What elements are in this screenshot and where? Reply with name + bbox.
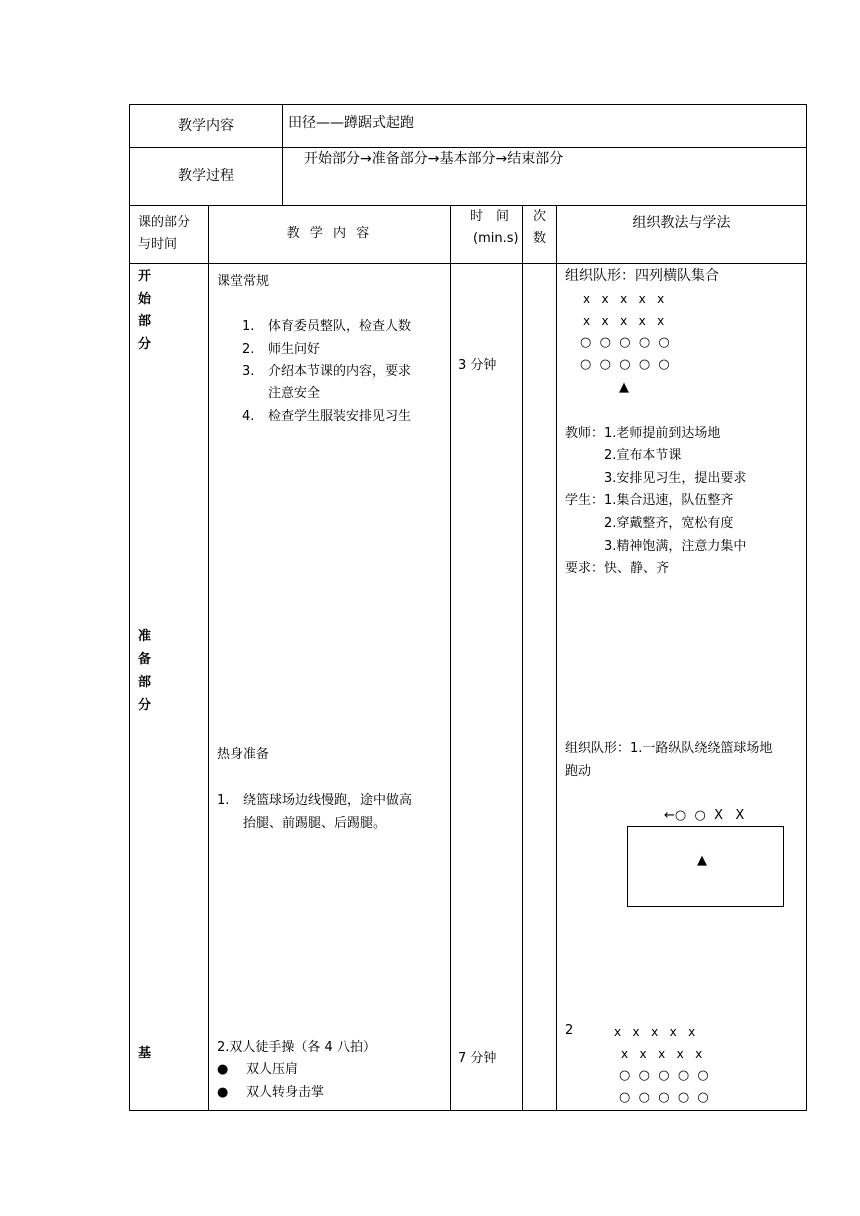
formation-row-x: x x x x x: [583, 314, 665, 328]
formation-row-circle: ○ ○ ○ ○ ○: [619, 1068, 709, 1083]
col-content: 教 学 内 容: [286, 226, 373, 241]
bullet-item: 双人转身击掌: [246, 1085, 325, 1100]
method-line: 2.穿戴整齐，宽松有度: [565, 516, 734, 531]
table-border: [208, 205, 209, 1111]
table-border: [129, 147, 807, 148]
content-label: 教学内容: [178, 118, 234, 134]
col-count-line1: 次: [532, 209, 546, 224]
col-part-line2: 与时间: [138, 237, 178, 252]
method-line: 3.安排见习生，提出要求: [565, 471, 747, 486]
formation-row-circle: ○ ○ ○ ○ ○: [580, 335, 670, 350]
section-char: 备: [138, 652, 152, 667]
start-time: 3 分钟: [458, 358, 497, 373]
list-item: 注意安全: [268, 386, 321, 401]
section-char: 开: [138, 269, 152, 284]
list-item: 师生问好: [268, 342, 321, 357]
bullet-icon: ●: [217, 1085, 229, 1100]
section-char: 基: [138, 1046, 152, 1061]
col-part-line1: 课的部分: [138, 215, 191, 230]
bullet-item: 双人压肩: [246, 1062, 299, 1077]
method-line: 3.精神饱满，注意力集中: [565, 539, 747, 554]
basic-title: 2.双人徒手操（各 4 八拍）: [217, 1040, 376, 1055]
table-border: [806, 104, 807, 1111]
table-border: [522, 205, 523, 1111]
section-char: 部: [138, 314, 152, 329]
table-border: [556, 205, 557, 1111]
content-value: 田径——蹲踞式起跑: [288, 115, 414, 131]
table-border: [129, 104, 807, 105]
formation-row-x: x x x x x: [614, 1025, 696, 1039]
list-num: 1.: [217, 793, 230, 808]
list-item-cont: 抬腿、前踢腿、后踢腿。: [243, 816, 387, 831]
list-num: 1.: [242, 319, 255, 334]
teacher-triangle-icon: ▲: [619, 380, 629, 395]
method-line: 学生：1.集合迅速，队伍整齐: [565, 493, 734, 508]
prep-formation: 组织队形：1.一路纵队绕绕篮球场地: [565, 741, 773, 756]
list-item: 绕篮球场边线慢跑，途中做高: [243, 793, 413, 808]
formation-row-x: x x x x x: [583, 292, 665, 306]
table-border: [129, 104, 130, 1111]
formation-row-circle: ○ ○ ○ ○ ○: [619, 1090, 709, 1105]
start-title: 课堂常规: [217, 274, 270, 289]
section-char: 分: [138, 337, 152, 352]
method-line: 教师：1.老师提前到达场地: [565, 426, 721, 441]
section-char: 始: [138, 292, 152, 307]
list-num: 3.: [242, 364, 255, 379]
section-char: 分: [138, 698, 152, 713]
col-method: 组织教法与学法: [632, 215, 731, 231]
list-item: 检查学生服装安排见习生: [268, 409, 412, 424]
section-char: 准: [138, 629, 152, 644]
list-num: 2.: [242, 342, 255, 357]
formation-row-x: x x x x x: [621, 1047, 703, 1061]
prep-formation-cont: 跑动: [565, 764, 592, 779]
method-line: 要求：快、静、齐: [565, 561, 670, 576]
list-item: 介绍本节课的内容，要求: [268, 364, 412, 379]
start-formation: 组织队形：四列横队集合: [565, 268, 719, 284]
process-label: 教学过程: [178, 168, 234, 184]
col-time-line1: 时 间: [470, 209, 510, 224]
table-border: [450, 205, 451, 1111]
table-border: [129, 1110, 807, 1111]
bullet-icon: ●: [217, 1062, 229, 1077]
process-value: 开始部分→准备部分→基本部分→结束部分: [304, 151, 564, 167]
col-time-line2: (min.s): [473, 231, 519, 246]
prep-title: 热身准备: [217, 747, 270, 762]
col-count-line2: 数: [532, 231, 546, 246]
table-border: [129, 205, 807, 206]
list-num: 4.: [242, 409, 255, 424]
table-border: [129, 263, 807, 264]
basic-num: 2: [565, 1023, 574, 1038]
teacher-triangle-icon: ▲: [697, 853, 707, 868]
run-row: ←○ ○ X X: [664, 808, 745, 823]
basic-time: 7 分钟: [458, 1051, 497, 1066]
method-line: 2.宣布本节课: [565, 448, 682, 463]
section-char: 部: [138, 675, 152, 690]
table-border: [282, 104, 283, 206]
list-item: 体育委员整队，检查人数: [268, 319, 412, 334]
formation-row-circle: ○ ○ ○ ○ ○: [580, 357, 670, 372]
